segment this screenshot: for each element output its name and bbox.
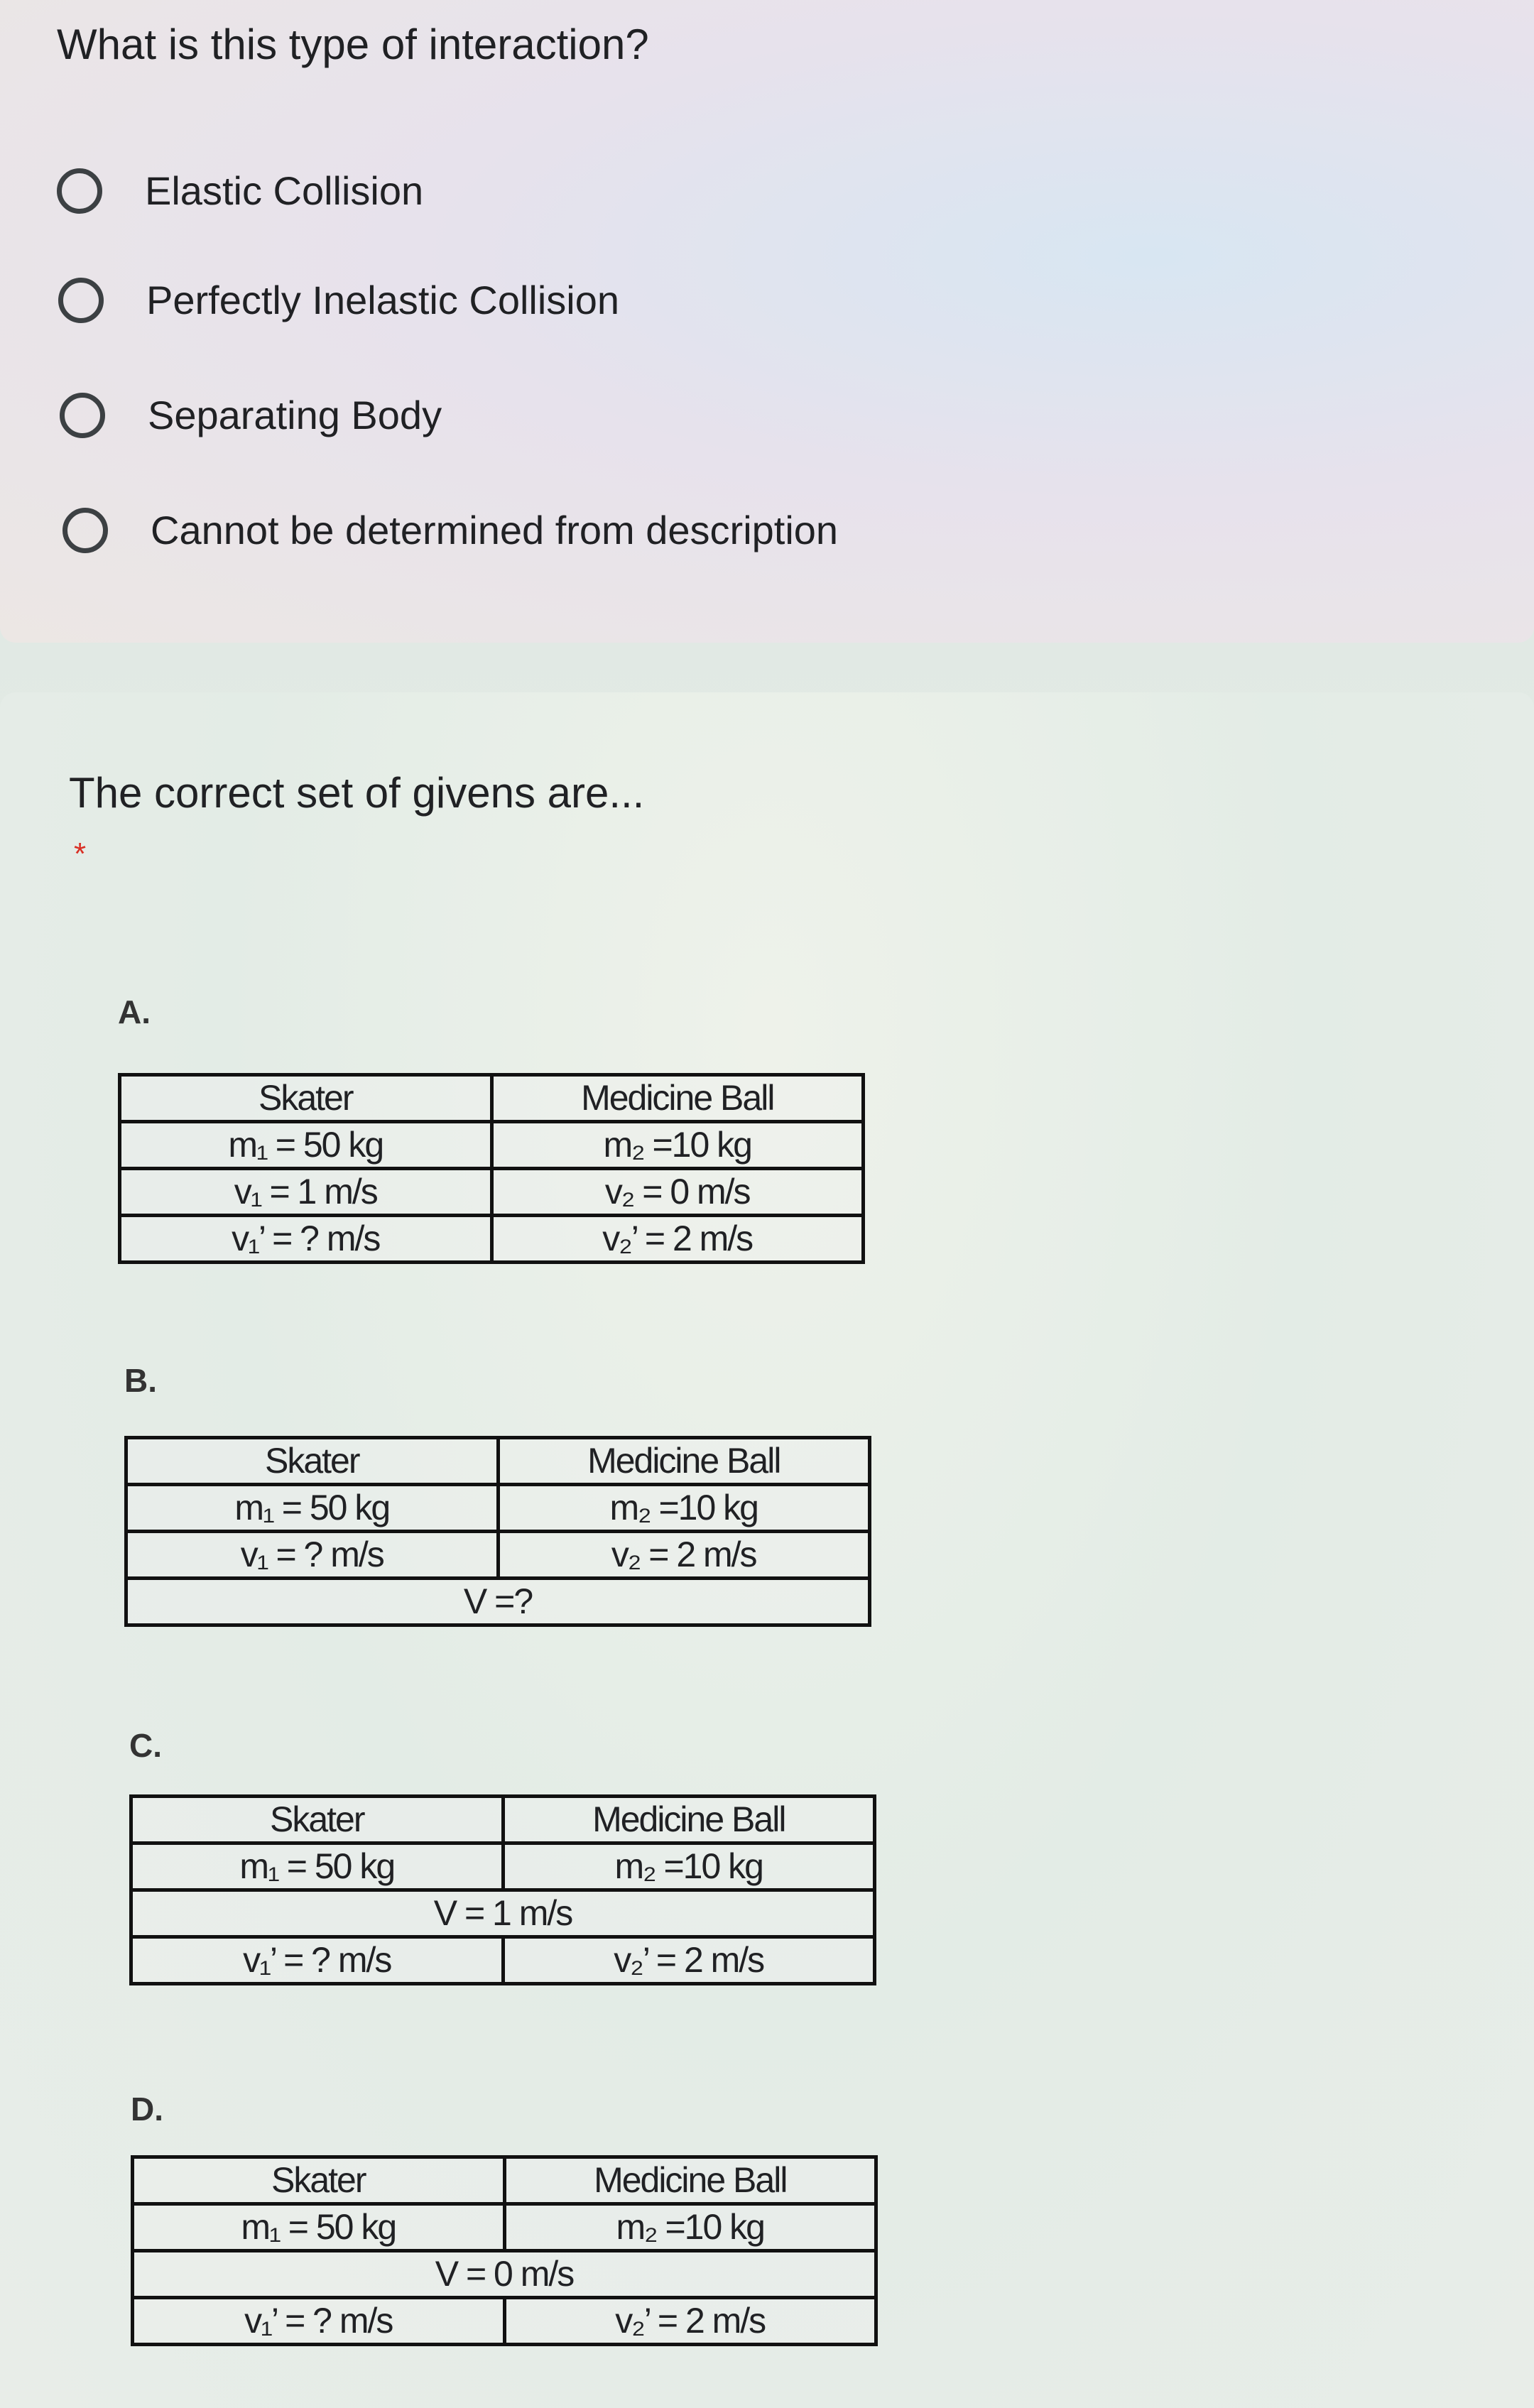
table-cell: v₂ = 0 m/s [491,1169,864,1216]
table-cell: v₂’ = 2 m/s [491,1216,864,1263]
table-row [120,1169,864,1216]
choice-letter[interactable]: C. [129,1727,162,1764]
table-row [120,1122,864,1169]
table-row [133,2204,876,2251]
table-cell: v₁ = 1 m/s [120,1169,492,1216]
table-row [133,2298,876,2345]
required-asterisk: * [74,837,87,871]
option-label: Separating Body [148,393,442,437]
radio-button[interactable] [58,278,104,323]
option-separating-body[interactable] [60,392,442,438]
question-title: The correct set of givens are... [69,769,645,817]
givens-table [124,1436,871,1627]
table-row [126,1438,870,1485]
givens-table [131,2155,878,2346]
table-cell: Skater [120,1075,492,1122]
table-cell: Skater [133,2157,505,2204]
table-cell: Medicine Ball [504,2157,876,2204]
table-cell: V = 1 m/s [131,1890,875,1937]
table-row [131,1890,875,1937]
choice-letter[interactable]: B. [124,1362,157,1399]
givens-table [118,1073,865,1264]
table-cell: Medicine Ball [491,1075,864,1122]
table-cell: m₂ =10 kg [491,1122,864,1169]
radio-button[interactable] [62,508,108,553]
table-cell: v₁ = ? m/s [126,1532,499,1579]
table-cell: m₁ = 50 kg [120,1122,492,1169]
table-row [126,1532,870,1579]
choice-letter[interactable]: A. [118,993,151,1030]
table-cell: v₁’ = ? m/s [120,1216,492,1263]
option-cannot-be-determined[interactable] [62,507,838,553]
table-row [131,1797,875,1843]
choice-letter[interactable]: D. [131,2091,163,2128]
table-cell: v₂’ = 2 m/s [504,2298,876,2345]
table-cell: m₂ =10 kg [503,1843,875,1890]
table-cell: V = 0 m/s [133,2251,876,2298]
question-title: What is this type of interaction? [57,21,649,68]
table-row [126,1485,870,1532]
table-cell: v₁’ = ? m/s [133,2298,505,2345]
table-cell: v₁’ = ? m/s [131,1937,504,1984]
givens-table [129,1794,876,1985]
table-cell: Medicine Ball [503,1797,875,1843]
table-row [126,1579,870,1625]
option-perfectly-inelastic[interactable] [58,277,619,323]
table-cell: m₁ = 50 kg [133,2204,505,2251]
radio-button[interactable] [57,168,102,214]
option-elastic-collision[interactable] [57,168,423,214]
table-cell: v₂’ = 2 m/s [503,1937,875,1984]
table-cell: V =? [126,1579,870,1625]
table-cell: m₁ = 50 kg [131,1843,504,1890]
table-cell: m₁ = 50 kg [126,1485,499,1532]
option-label: Elastic Collision [145,168,424,213]
question-card-interaction-type [0,0,1534,643]
option-label: Cannot be determined from description [151,508,839,552]
radio-button[interactable] [60,393,105,438]
table-row [120,1216,864,1263]
table-row [133,2251,876,2298]
table-cell: Medicine Ball [498,1438,870,1485]
table-cell: m₂ =10 kg [498,1485,870,1532]
table-row [131,1937,875,1984]
table-cell: v₂ = 2 m/s [498,1532,870,1579]
table-row [131,1843,875,1890]
option-label: Perfectly Inelastic Collision [146,278,620,322]
table-row [120,1075,864,1122]
table-cell: Skater [126,1438,499,1485]
table-row [133,2157,876,2204]
table-cell: Skater [131,1797,504,1843]
table-cell: m₂ =10 kg [504,2204,876,2251]
